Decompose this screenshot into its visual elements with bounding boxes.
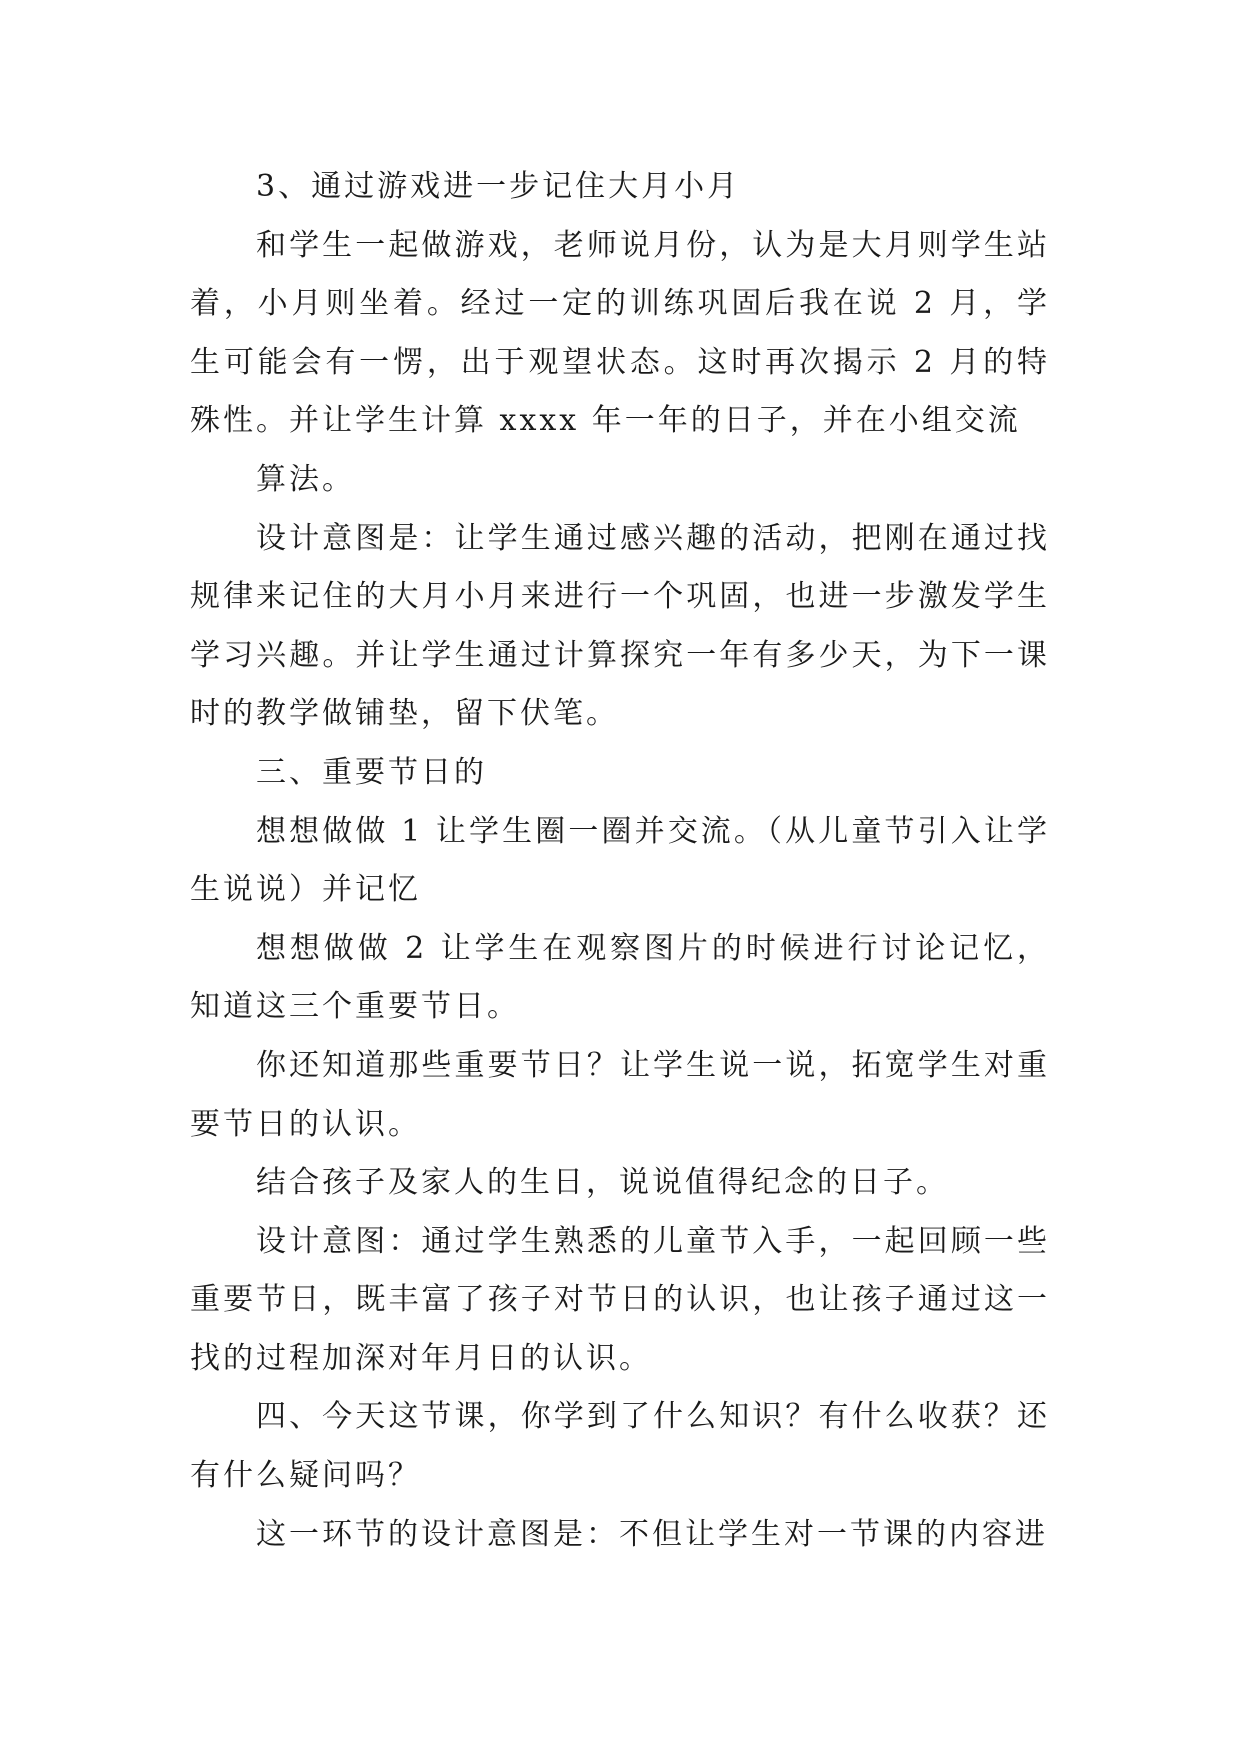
paragraph-game-description: 和学生一起做游戏，老师说月份，认为是大月则学生站着，小月则坐着。经过一定的训练巩固后我在说 2 月，学生可能会有一愣，出于观望状态。这时再次揭示 2 月的特殊性。并让学生计算 xxxx 年一年的日子，并在小组交流: [190, 227, 1050, 439]
paragraph-section-4-heading: 四、今天这节课，你学到了什么知识？有什么收获？还有什么疑问吗？: [190, 1399, 1050, 1494]
paragraph-birthdays: 结合孩子及家人的生日，说说值得纪念的日子。: [256, 1165, 949, 1201]
paragraph-design-intent-3: 这一环节的设计意图是：不但让学生对一节课的内容进: [256, 1516, 1048, 1552]
paragraph-game-heading: 3、通过游戏进一步记住大月小月: [256, 169, 741, 204]
paragraph-design-intent-2: 设计意图：通过学生熟悉的儿童节入手，一起回顾一些重要节日，既丰富了孩子对节日的认识，也让孩子通过这一找的过程加深对年月日的认识。: [190, 1223, 1050, 1376]
paragraph-design-intent-1: 设计意图是：让学生通过感兴趣的活动，把刚在通过找规律来记住的大月小月来进行一个巩固，也进一步激发学生学习兴趣。并让学生通过计算探究一年有多少天，为下一课时的教学做铺垫，留下伏笔。: [190, 520, 1050, 732]
paragraph-exercise-1: 想想做做 1 让学生圈一圈并交流。（从儿童节引入让学生说说）并记忆: [190, 813, 1050, 908]
paragraph-section-3-heading: 三、重要节日的: [256, 754, 487, 790]
document-body: [190, 158, 1050, 1564]
paragraph-exercise-2: 想想做做 2 让学生在观察图片的时候进行讨论记忆，知道这三个重要节日。: [190, 930, 1050, 1025]
paragraph-algorithm: 算法。: [256, 461, 355, 497]
paragraph-other-holidays: 你还知道那些重要节日？让学生说一说，拓宽学生对重要节日的认识。: [190, 1047, 1050, 1142]
